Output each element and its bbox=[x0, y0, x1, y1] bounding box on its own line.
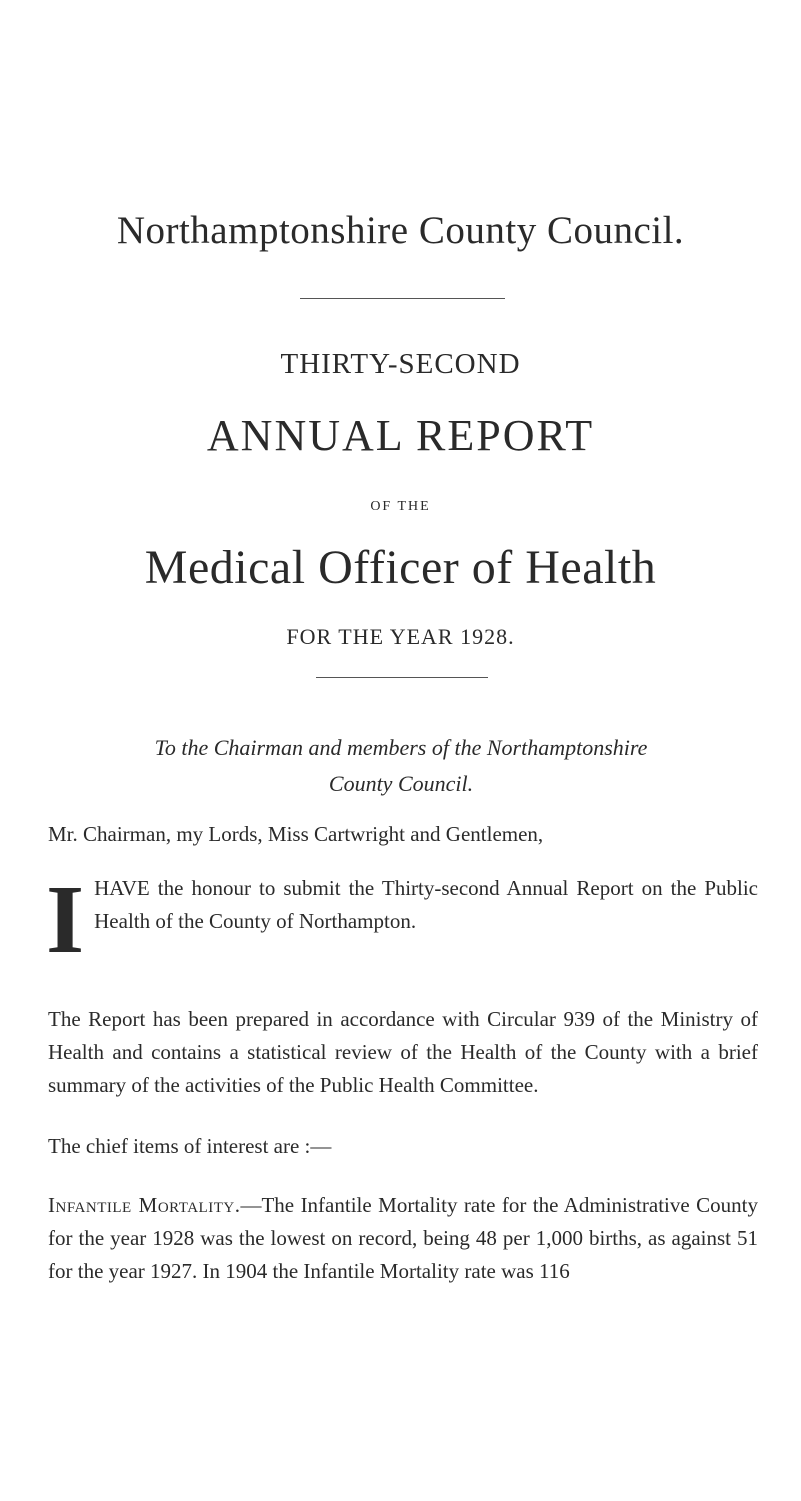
paragraph-chief-items: The chief items of interest are :— bbox=[48, 1134, 332, 1158]
address-line-1: To the Chairman and members of the Northamptonshire bbox=[154, 735, 648, 760]
of-the-label: OF THE bbox=[370, 499, 431, 514]
paragraph-infantile-mortality bbox=[48, 1189, 758, 1288]
drop-cap: I bbox=[46, 866, 85, 974]
officer-title: Medical Officer of Health bbox=[144, 541, 657, 594]
salutation: Mr. Chairman, my Lords, Miss Cartwright and Gentlemen, bbox=[48, 822, 544, 846]
section-heading-infantile-mortality: Infantile Mortality. bbox=[48, 1193, 241, 1217]
infantile-mortality-text: —The Infantile Mortality rate for the Administrative County for the year 1928 was the lowest on record, being 48 per 1,000 births, as against 51 for the year 1927. In 1904 the Infantile Mortality rate was 116 bbox=[48, 1193, 758, 1283]
address-line-2: County Council. bbox=[328, 771, 474, 796]
address-block bbox=[40, 730, 762, 802]
divider-rule-bottom bbox=[316, 677, 488, 678]
paragraph-intro-text: HAVE the honour to submit the Thirty-second Annual Report on the Public Health of the County of Northampton. bbox=[94, 876, 758, 933]
paragraph-circular: The Report has been prepared in accordance with Circular 939 of the Ministry of Health and contains a statistical review of the Health of the County with a brief summary of the activities of the Public Health Committee. bbox=[48, 1007, 758, 1097]
divider-rule-top bbox=[300, 298, 505, 299]
report-title: ANNUAL REPORT bbox=[206, 411, 595, 460]
council-title: Northamptonshire County Council. bbox=[116, 209, 685, 252]
paragraph-intro bbox=[46, 866, 758, 974]
report-ordinal: THIRTY-SECOND bbox=[280, 348, 521, 380]
year-line: FOR THE YEAR 1928. bbox=[286, 624, 515, 649]
